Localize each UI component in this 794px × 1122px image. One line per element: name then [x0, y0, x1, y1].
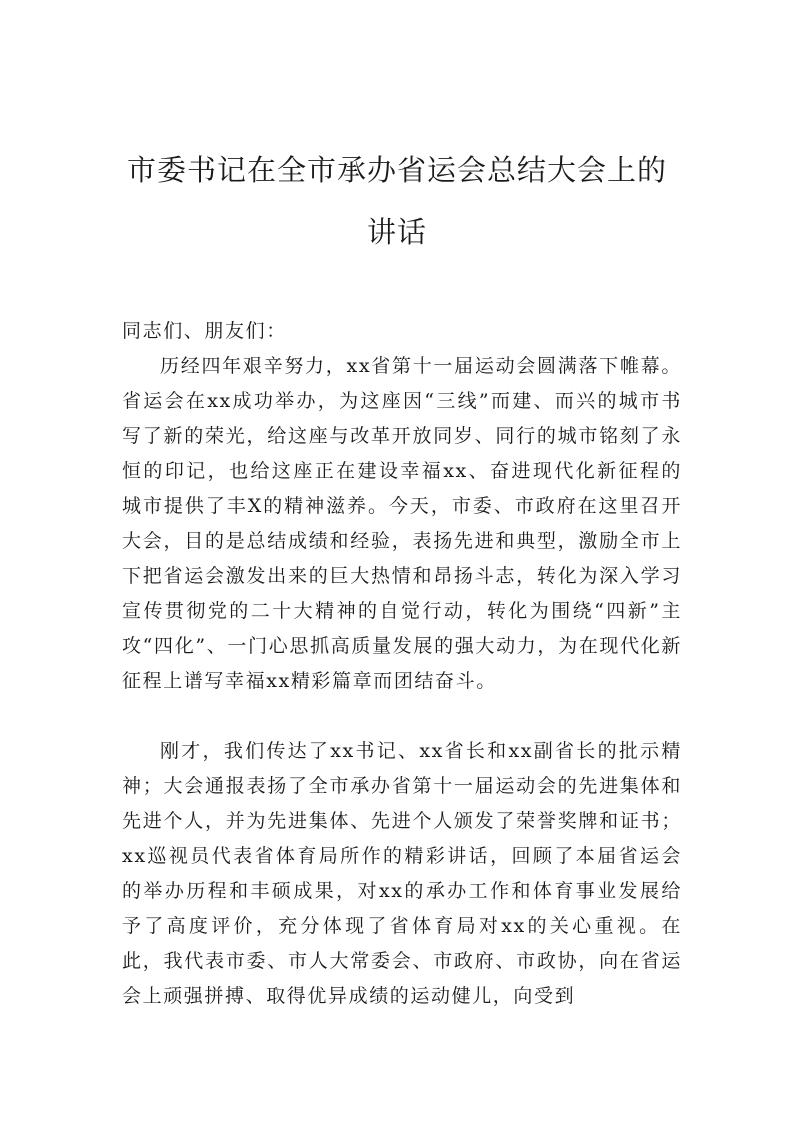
document-title-line-2: 讲话	[366, 215, 427, 249]
paragraph-2: 刚才，我们传达了xx书记、xx省长和xx副省长的批示精神；大会通报表扬了全市承办省第十一届运动会的先进集体和先进个人，并为先进集体、先进个人颁发了荣誉奖牌和证书；xx巡视员代表省体育局所作的精彩讲话，回顾了本届省运会的举办历程和丰硕成果，对xx的承办工作和体育事业发展给予了高度评价，充分体现了省体育局对xx的关心重视。在此，我代表市委、市人大常委会、市政府、市政协，向在省运会上顽强拼搏、取得优异成绩的运动健儿，向受到	[122, 740, 682, 1007]
paragraph-1: 历经四年艰辛努力，xx省第十一届运动会圆满落下帷幕。省运会在xx成功举办，为这座因“三线”而建、而兴的城市书写了新的荣光，给这座与改革开放同岁、同行的城市铭刻了永恒的印记，也给这座正在建设幸福xx、奋进现代化新征程的城市提供了丰X的精神滋养。今天，市委、市政府在这里召开大会，目的是总结成绩和经验，表扬先进和典型，激励全市上下把省运会激发出来的巨大热情和昂扬斗志，转化为深入学习宣传贯彻党的二十大精神的自觉行动，转化为围绕“四新”主攻“四化”、一门心思抓高质量发展的强大动力，为在现代化新征程上谱写幸福xx精彩篇章而团结奋斗。	[122, 355, 682, 692]
salutation: 同志们、朋友们：	[122, 320, 287, 342]
document-title-line-1: 市委书记在全市承办省运会总结大会上的	[126, 153, 667, 187]
